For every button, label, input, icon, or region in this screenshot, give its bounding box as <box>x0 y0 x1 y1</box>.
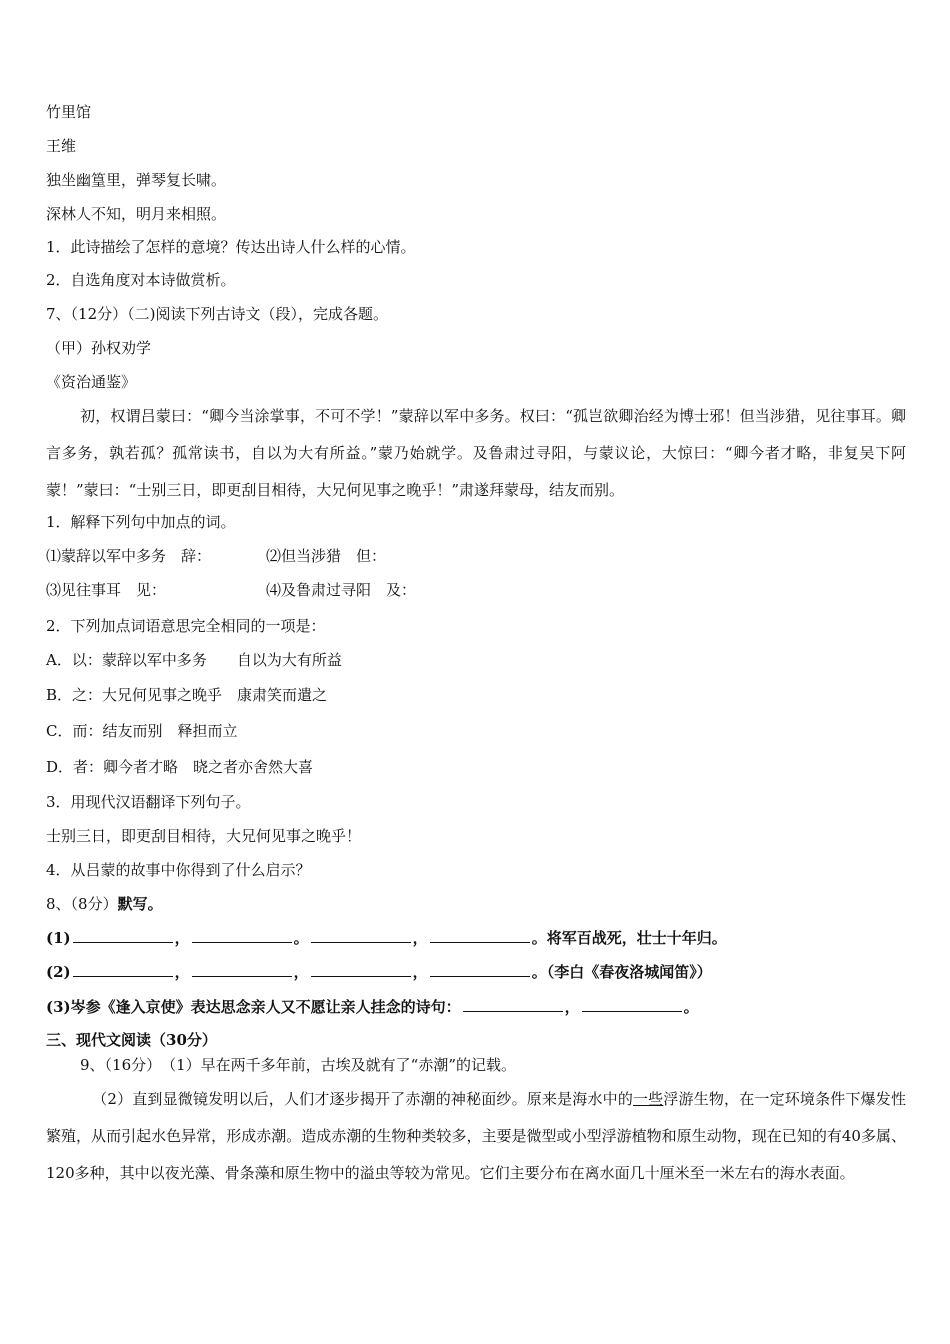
q7-source: 《资治通鉴》 <box>46 373 137 391</box>
poem-line-1: 独坐幽篁里，弹琴复长啸。 <box>46 171 227 189</box>
q8-row-3-text: (3)岑参《逢入京使》表达思念亲人又不愿让亲人挂念的诗句： <box>46 998 461 1016</box>
q9-paragraph-2 <box>46 1081 906 1192</box>
q7-header: 7、（12分）（二)阅读下列古诗文（段），完成各题。 <box>46 305 388 323</box>
q7-option-d: D．者：卿今者才略 晓之者亦舍然大喜 <box>46 758 314 776</box>
poem-line-2: 深林人不知，明月来相照。 <box>46 205 227 223</box>
q7-jia-title: （甲）孙权劝学 <box>46 339 152 357</box>
q7-sq1-item-d: ⑷及鲁肃过寻阳 及： <box>266 581 417 599</box>
q8-blank[interactable] <box>73 928 173 943</box>
q8-header-bold: 默写。 <box>117 895 163 913</box>
q7-option-b: B．之：大兄何见事之晚乎 康肃笑而遣之 <box>46 686 328 704</box>
q9-p2-underlined: 一些 <box>633 1090 664 1108</box>
q7-passage-text: 初，权谓吕蒙曰：“卿今当涂掌事，不可不学！”蒙辞以军中多务。权曰：“孤岂欲卿治经为博士邪！但当涉猎，见往事耳。卿言多务，孰若孤？孤常读书，自以为大有所益。”蒙乃始就学。及鲁肃过寻阳，与蒙议论，大惊曰：“卿今者才略，非复吴下阿蒙！”蒙曰：“士别三日，即更刮目相待，大兄何见事之晚乎！”肃遂拜蒙母，结友而别。 <box>46 407 906 499</box>
q8-blank[interactable] <box>463 997 563 1012</box>
q8-blank[interactable] <box>311 962 411 977</box>
q8-row-2-tail: （李白《春夜洛城闻笛》） <box>546 963 712 981</box>
q7-option-a: A．以：蒙辞以军中多务 自以为大有所益 <box>46 651 342 669</box>
q8-row-1: (1) ， 。 ， 。将军百战死，壮士十年归。 <box>46 929 727 947</box>
q7-sq1-item-a: ⑴蒙辞以军中多务 辞： <box>46 547 212 565</box>
q7-passage <box>46 398 906 509</box>
q7-subquestion-3: 3．用现代汉语翻译下列句子。 <box>46 793 251 811</box>
q8-row-2-num: (2) <box>46 963 71 981</box>
poem-title: 竹里馆 <box>46 103 92 121</box>
q7-subquestion-4: 4．从吕蒙的故事中你得到了什么启示？ <box>46 861 311 879</box>
q7-sq1-item-b: ⑵但当涉猎 但： <box>266 547 387 565</box>
q7-option-c: C．而：结友而别 释担而立 <box>46 722 238 740</box>
section-3-title: 三、现代文阅读（30分） <box>46 1031 217 1049</box>
q8-row-3: (3)岑参《逢入京使》表达思念亲人又不愿让亲人挂念的诗句： ， 。 <box>46 998 699 1016</box>
q7-sq1-item-c: ⑶见往事耳 见： <box>46 581 167 599</box>
q8-row-1-tail: 将军百战死，壮士十年归。 <box>546 929 727 947</box>
q8-header-prefix: 8、（8分） <box>46 895 118 913</box>
q9-header: 9、（16分） （1）早在两千多年前，古埃及就有了“赤潮”的记载。 <box>80 1056 517 1074</box>
poem-question-2: 2．自选角度对本诗做赏析。 <box>46 271 236 289</box>
q8-row-1-num: (1) <box>46 929 71 947</box>
q8-row-2: (2) ， ， ， 。（李白《春夜洛城闻笛》） <box>46 963 712 981</box>
q8-blank[interactable] <box>430 928 530 943</box>
q8-blank[interactable] <box>582 997 682 1012</box>
q9-p2-part-a: （2）直到显微镜发明以后，人们才逐步揭开了赤潮的神秘面纱。原来是海水中的 <box>92 1090 633 1108</box>
q7-subquestion-1: 1．解释下列句中加点的词。 <box>46 513 236 531</box>
q8-header <box>46 894 163 914</box>
poem-question-1: 1．此诗描绘了怎样的意境？传达出诗人什么样的心情。 <box>46 238 416 256</box>
q8-blank[interactable] <box>192 928 292 943</box>
q7-subquestion-2: 2．下列加点词语意思完全相同的一项是： <box>46 617 326 635</box>
q8-blank[interactable] <box>192 962 292 977</box>
q7-subquestion-1-row2 <box>46 580 416 600</box>
q8-blank[interactable] <box>430 962 530 977</box>
q7-subquestion-3-sentence: 士别三日，即更刮目相待，大兄何见事之晚乎！ <box>46 827 362 845</box>
q8-blank[interactable] <box>73 962 173 977</box>
q7-subquestion-1-row1 <box>46 546 386 566</box>
q9-p2-part-b: 浮游生物，在一定环境条件下爆发性繁殖，从而引起水色异常，形成赤潮。造成赤潮的生物种类较多，主要是微型或小型浮游植物和原生动物，现在已知的有40多属、120多种，其中以夜光藻、骨条藻和原生物中的溢虫等较为常见。它们主要分布在离水面几十厘米至一米左右的海水表面。 <box>46 1090 906 1182</box>
poem-author: 王维 <box>46 137 77 155</box>
q8-blank[interactable] <box>311 928 411 943</box>
